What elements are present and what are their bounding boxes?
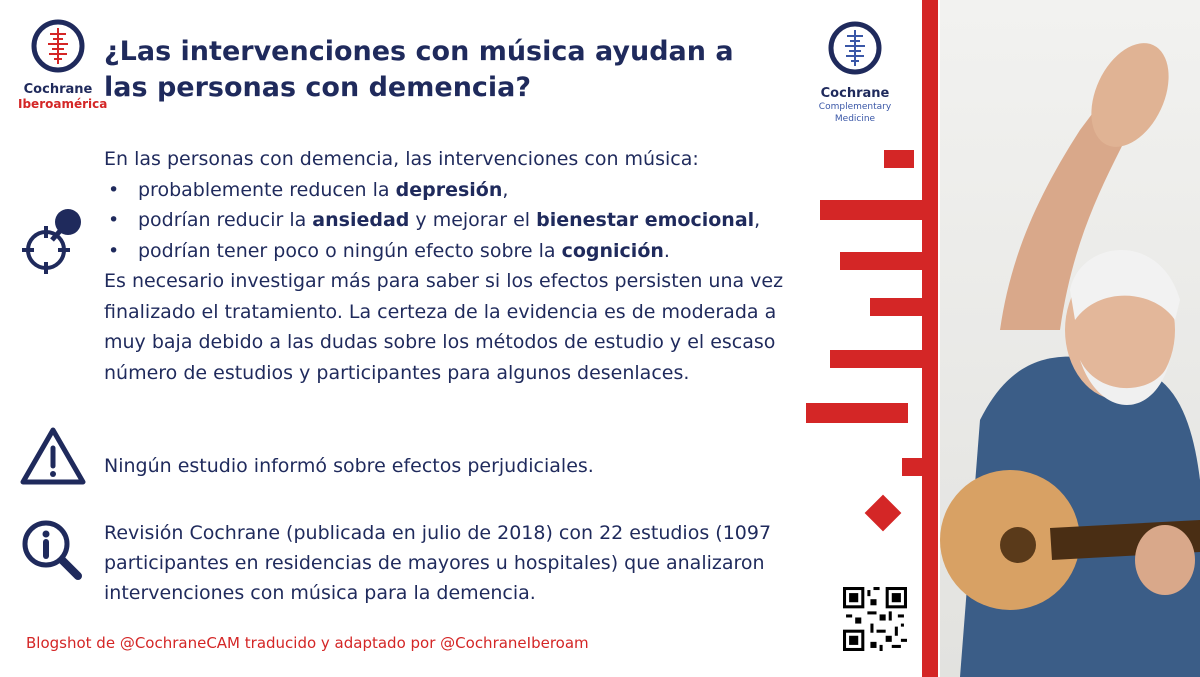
bold-term: depresión bbox=[395, 178, 503, 201]
cochrane-ring-icon bbox=[30, 18, 86, 74]
intro-text: En las personas con demencia, las intervenciones con música: bbox=[104, 148, 699, 170]
bold-term: cognición bbox=[561, 239, 664, 262]
bold-term: ansiedad bbox=[312, 209, 410, 231]
list-item: • podrían reducir la ansiedad y mejorar el bienestar emocional, bbox=[104, 205, 804, 236]
red-bar-decoration bbox=[800, 0, 940, 677]
review-text: Revisión Cochrane (publicada en julio de 2018) con 22 estudios (1097 participantes en residencias de mayores u hospitales) que analizaron intervenciones con música para la demencia. bbox=[104, 522, 772, 604]
logo-left-name: Cochrane bbox=[23, 82, 93, 97]
list-item: • probablemente reducen la depresión, bbox=[104, 175, 804, 206]
info-magnifier-icon bbox=[22, 520, 84, 582]
list-item: • podrían tener poco o ningún efecto sobre la cognición. bbox=[104, 236, 804, 267]
photo-elderly-man-guitar bbox=[940, 0, 1200, 677]
findings-list bbox=[104, 175, 804, 267]
logo-left-sub: Iberoamérica bbox=[18, 97, 108, 111]
logo-right-sub: Complementary Medicine bbox=[818, 102, 892, 124]
logo-right-name: Cochrane bbox=[820, 86, 890, 101]
qr-code bbox=[843, 587, 907, 651]
target-magnifier-icon bbox=[22, 204, 86, 276]
main-findings bbox=[104, 144, 804, 388]
footer-credit: Blogshot de @CochraneCAM traducido y adaptado por @CochraneIberoam bbox=[26, 634, 589, 652]
evidence-paragraph: Es necesario investigar más para saber si los efectos persisten una vez finalizado el tratamiento. La certeza de la evidencia es de moderada a muy baja debido a las dudas sobre los métodos de estudio y el escaso número de estudios y participantes para algunos desenlaces. bbox=[104, 270, 784, 384]
warning-icon bbox=[20, 426, 86, 486]
harms-text: Ningún estudio informó sobre efectos perjudiciales. bbox=[104, 455, 594, 477]
cochrane-iberoamerica-logo bbox=[18, 18, 108, 111]
page-title: ¿Las intervenciones con música ayudan a las personas con demencia? bbox=[104, 36, 734, 103]
bold-term: bienestar emocional bbox=[536, 209, 755, 231]
